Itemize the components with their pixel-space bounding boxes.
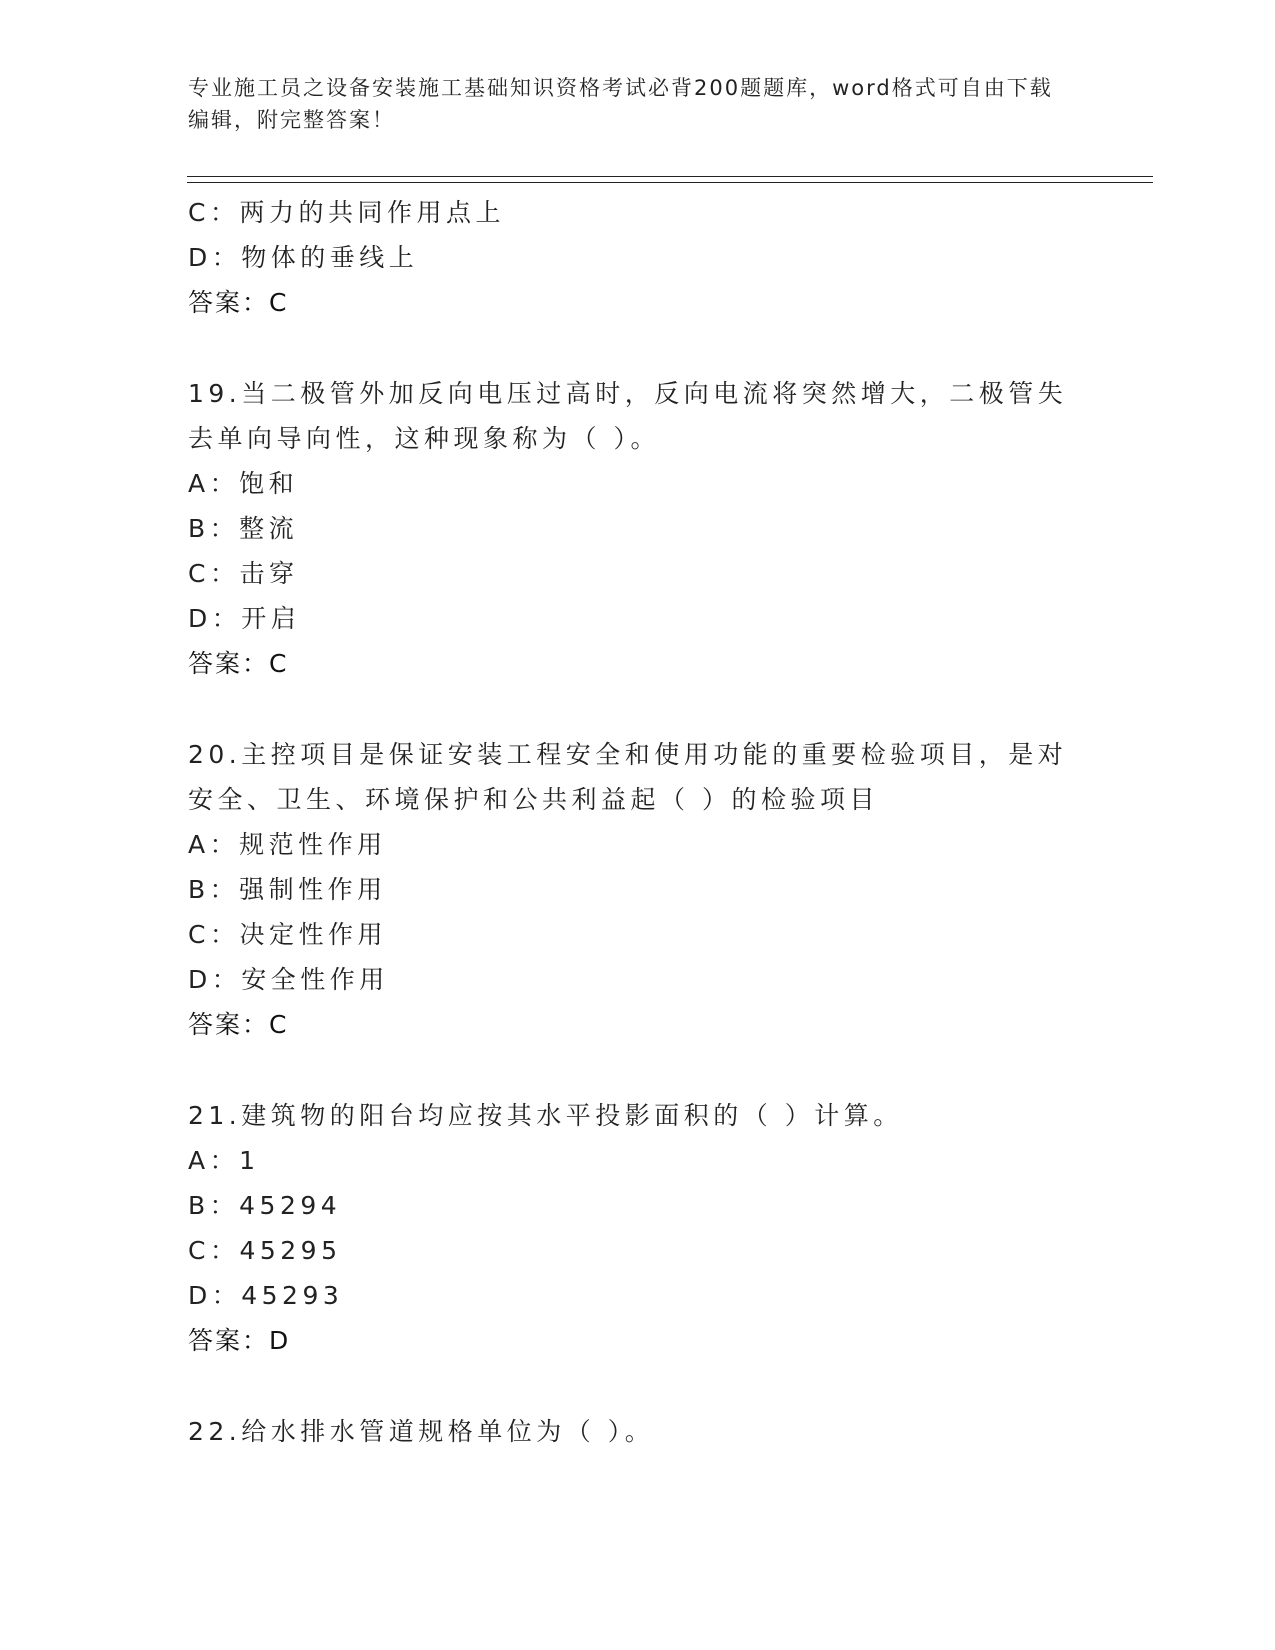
- question-22: [188, 1409, 1088, 1454]
- option-d: D：安全性作用: [188, 965, 389, 994]
- question-20: [188, 732, 1088, 1047]
- option-c: C：45295: [188, 1236, 342, 1265]
- question-text: 22.给水排水管道规格单位为（ ）。: [188, 1417, 655, 1446]
- option-a: A：规范性作用: [188, 830, 387, 859]
- option-c: C：决定性作用: [188, 920, 387, 949]
- prev-question-block: [188, 190, 1088, 325]
- option-c: C：两力的共同作用点上: [188, 198, 505, 227]
- question-content: [188, 190, 1088, 1454]
- option-d: D：物体的垂线上: [188, 243, 419, 272]
- option-b: B：45294: [188, 1191, 342, 1220]
- option-b: B：强制性作用: [188, 875, 387, 904]
- option-a: A：1: [188, 1146, 260, 1175]
- document-header: 专业施工员之设备安装施工基础知识资格考试必背200题题库，word格式可自由下载编辑，附完整答案！: [188, 76, 1053, 132]
- answer-line: 答案：C: [188, 1010, 289, 1039]
- answer-line: 答案：C: [188, 288, 289, 317]
- option-a: A：饱和: [188, 469, 299, 498]
- header-rule-top: [187, 176, 1153, 177]
- answer-line: 答案：C: [188, 649, 289, 678]
- option-d: D：45293: [188, 1281, 344, 1310]
- question-text: 19.当二极管外加反向电压过高时，反向电流将突然增大，二极管失去单向导向性，这种现象称为（ ）。: [188, 379, 1068, 453]
- question-21: [188, 1093, 1088, 1363]
- question-19: [188, 371, 1088, 686]
- question-text: 21.建筑物的阳台均应按其水平投影面积的（ ）计算。: [188, 1101, 903, 1130]
- option-b: B：整流: [188, 514, 299, 543]
- option-d: D：开启: [188, 604, 301, 633]
- question-text: 20.主控项目是保证安装工程安全和使用功能的重要检验项目，是对安全、卫生、环境保护和公共利益起（ ）的检验项目: [188, 740, 1068, 814]
- answer-line: 答案：D: [188, 1326, 291, 1355]
- option-c: C：击穿: [188, 559, 299, 588]
- header-rule-bottom: [187, 182, 1153, 183]
